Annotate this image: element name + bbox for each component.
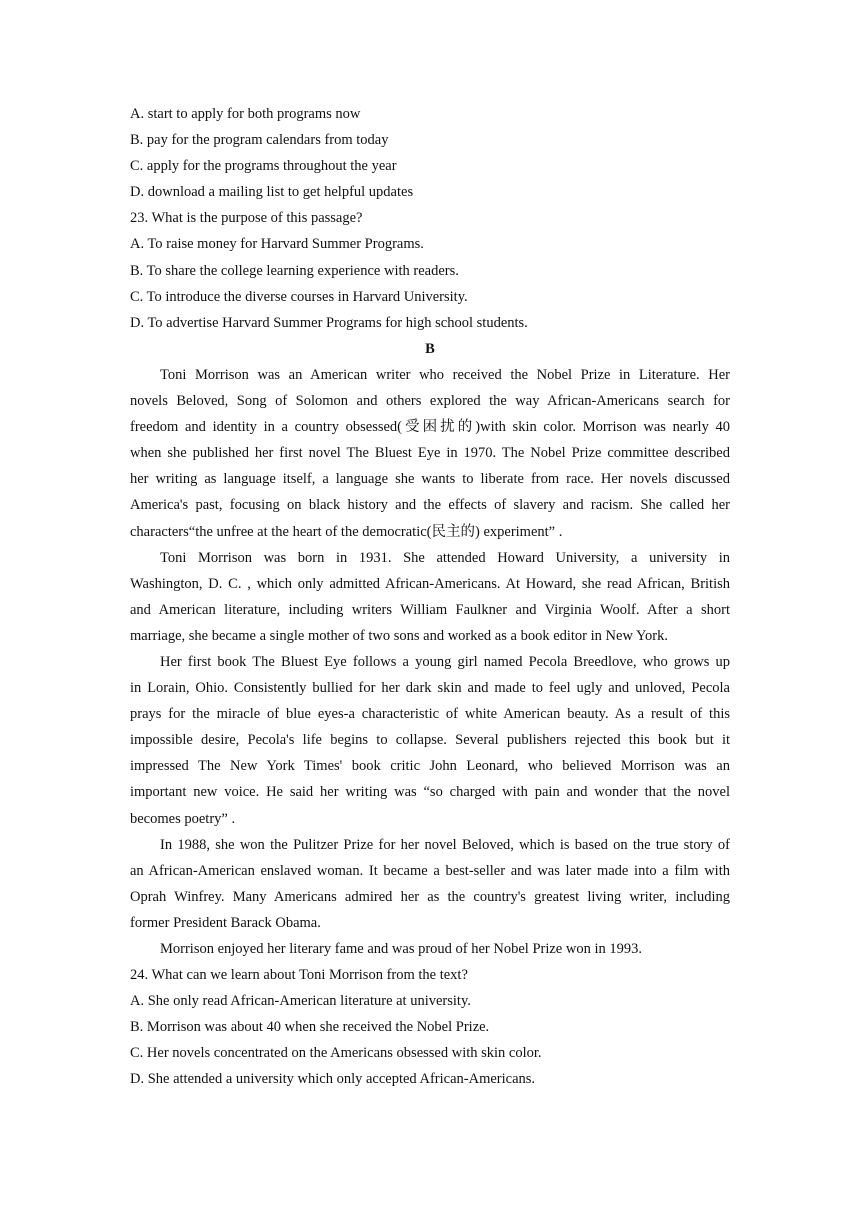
q24 xyxy=(130,962,730,1092)
q23-question: 23. What is the purpose of this passage? xyxy=(130,210,363,227)
paragraph-line: freedom and identity in a country obsessed(受困扰的)with skin color. Morrison was nearly 40 xyxy=(130,419,730,436)
paragraph-line: when she published her first novel The Bluest Eye in 1970. The Nobel Prize committee described xyxy=(130,445,730,462)
q24-option-d: D. She attended a university which only accepted African-Americans. xyxy=(130,1071,536,1088)
paragraph-line: and American literature, including writers William Faulkner and Virginia Woolf. After a short xyxy=(130,601,730,618)
paragraph-line: prays for the miracle of blue eyes-a characteristic of white American beauty. As a result of this xyxy=(130,706,730,723)
paragraph-line: an African-American enslaved woman. It became a best-seller and was later made into a film with xyxy=(130,862,730,879)
q22-option-a: A. start to apply for both programs now xyxy=(130,106,361,122)
paragraph-line: Toni Morrison was an American writer who received the Nobel Prize in Literature. Her xyxy=(160,366,730,383)
paragraph-line: important new voice. He said her writing was “so charged with pain and wonder that the novel xyxy=(130,784,730,801)
paragraph-line: In 1988, she won the Pulitzer Prize for her novel Beloved, which is based on the true story of xyxy=(160,836,730,853)
q24-option-c: C. Her novels concentrated on the Americans obsessed with skin color. xyxy=(130,1045,542,1062)
q22-option-c: C. apply for the programs throughout the year xyxy=(130,158,397,175)
q24-option-a: A. She only read African-American literature at university. xyxy=(130,993,471,1010)
q23-option-a: A. To raise money for Harvard Summer Programs. xyxy=(130,236,424,253)
paragraph-line: former President Barack Obama. xyxy=(130,914,321,931)
q23-option-b: B. To share the college learning experience with readers. xyxy=(130,262,459,279)
paragraph-line: marriage, she became a single mother of two sons and worked as a book editor in New York. xyxy=(130,627,668,644)
paragraph-line: in Lorain, Ohio. Consistently bullied for her dark skin and made to feel ugly and unloved, Pecola xyxy=(130,680,730,697)
paragraph-line: Morrison enjoyed her literary fame and was proud of her Nobel Prize won in 1993. xyxy=(160,941,642,957)
paragraph-line: America's past, focusing on black history and the effects of slavery and racism. She called her xyxy=(130,497,730,514)
paragraph-line: Oprah Winfrey. Many Americans admired her as the country's greatest living writer, including xyxy=(130,888,730,905)
passage-paragraph xyxy=(130,649,730,832)
paragraph-line: her writing as language itself, a language she wants to liberate from race. Her novels discussed xyxy=(130,471,730,488)
q22-options xyxy=(130,101,730,205)
section-b-title: B xyxy=(425,340,435,357)
passage-paragraph xyxy=(130,362,730,545)
q24-option-b: B. Morrison was about 40 when she received the Nobel Prize. xyxy=(130,1019,490,1036)
document-page xyxy=(130,101,730,1093)
passage-paragraph xyxy=(130,832,730,936)
q22-option-b: B. pay for the program calendars from today xyxy=(130,132,389,149)
q22-option-d: D. download a mailing list to get helpful updates xyxy=(130,184,414,201)
paragraph-line: impressed The New York Times' book critic John Leonard, who believed Morrison was an xyxy=(130,758,730,775)
passage-paragraph xyxy=(130,545,730,649)
q23 xyxy=(130,205,730,335)
paragraph-line: becomes poetry” . xyxy=(130,810,236,827)
q24-question: 24. What can we learn about Toni Morrison from the text? xyxy=(130,967,468,984)
paragraph-line: Her first book The Bluest Eye follows a young girl named Pecola Breedlove, who grows up xyxy=(160,653,730,670)
paragraph-line: Washington, D. C. , which only admitted African-Americans. At Howard, she read African, British xyxy=(130,575,730,592)
q23-option-d: D. To advertise Harvard Summer Programs for high school students. xyxy=(130,314,528,331)
passage-b xyxy=(130,362,730,962)
passage-paragraph xyxy=(130,936,730,962)
paragraph-line: impossible desire, Pecola's life begins to collapse. Several publishers rejected this book but it xyxy=(130,732,730,749)
paragraph-line: novels Beloved, Song of Solomon and others explored the way African-Americans search for xyxy=(130,393,730,410)
paragraph-line: Toni Morrison was born in 1931. She attended Howard University, a university in xyxy=(160,549,730,566)
paragraph-line: characters“the unfree at the heart of the democratic(民主的) experiment” . xyxy=(130,523,563,540)
q23-option-c: C. To introduce the diverse courses in Harvard University. xyxy=(130,288,468,305)
